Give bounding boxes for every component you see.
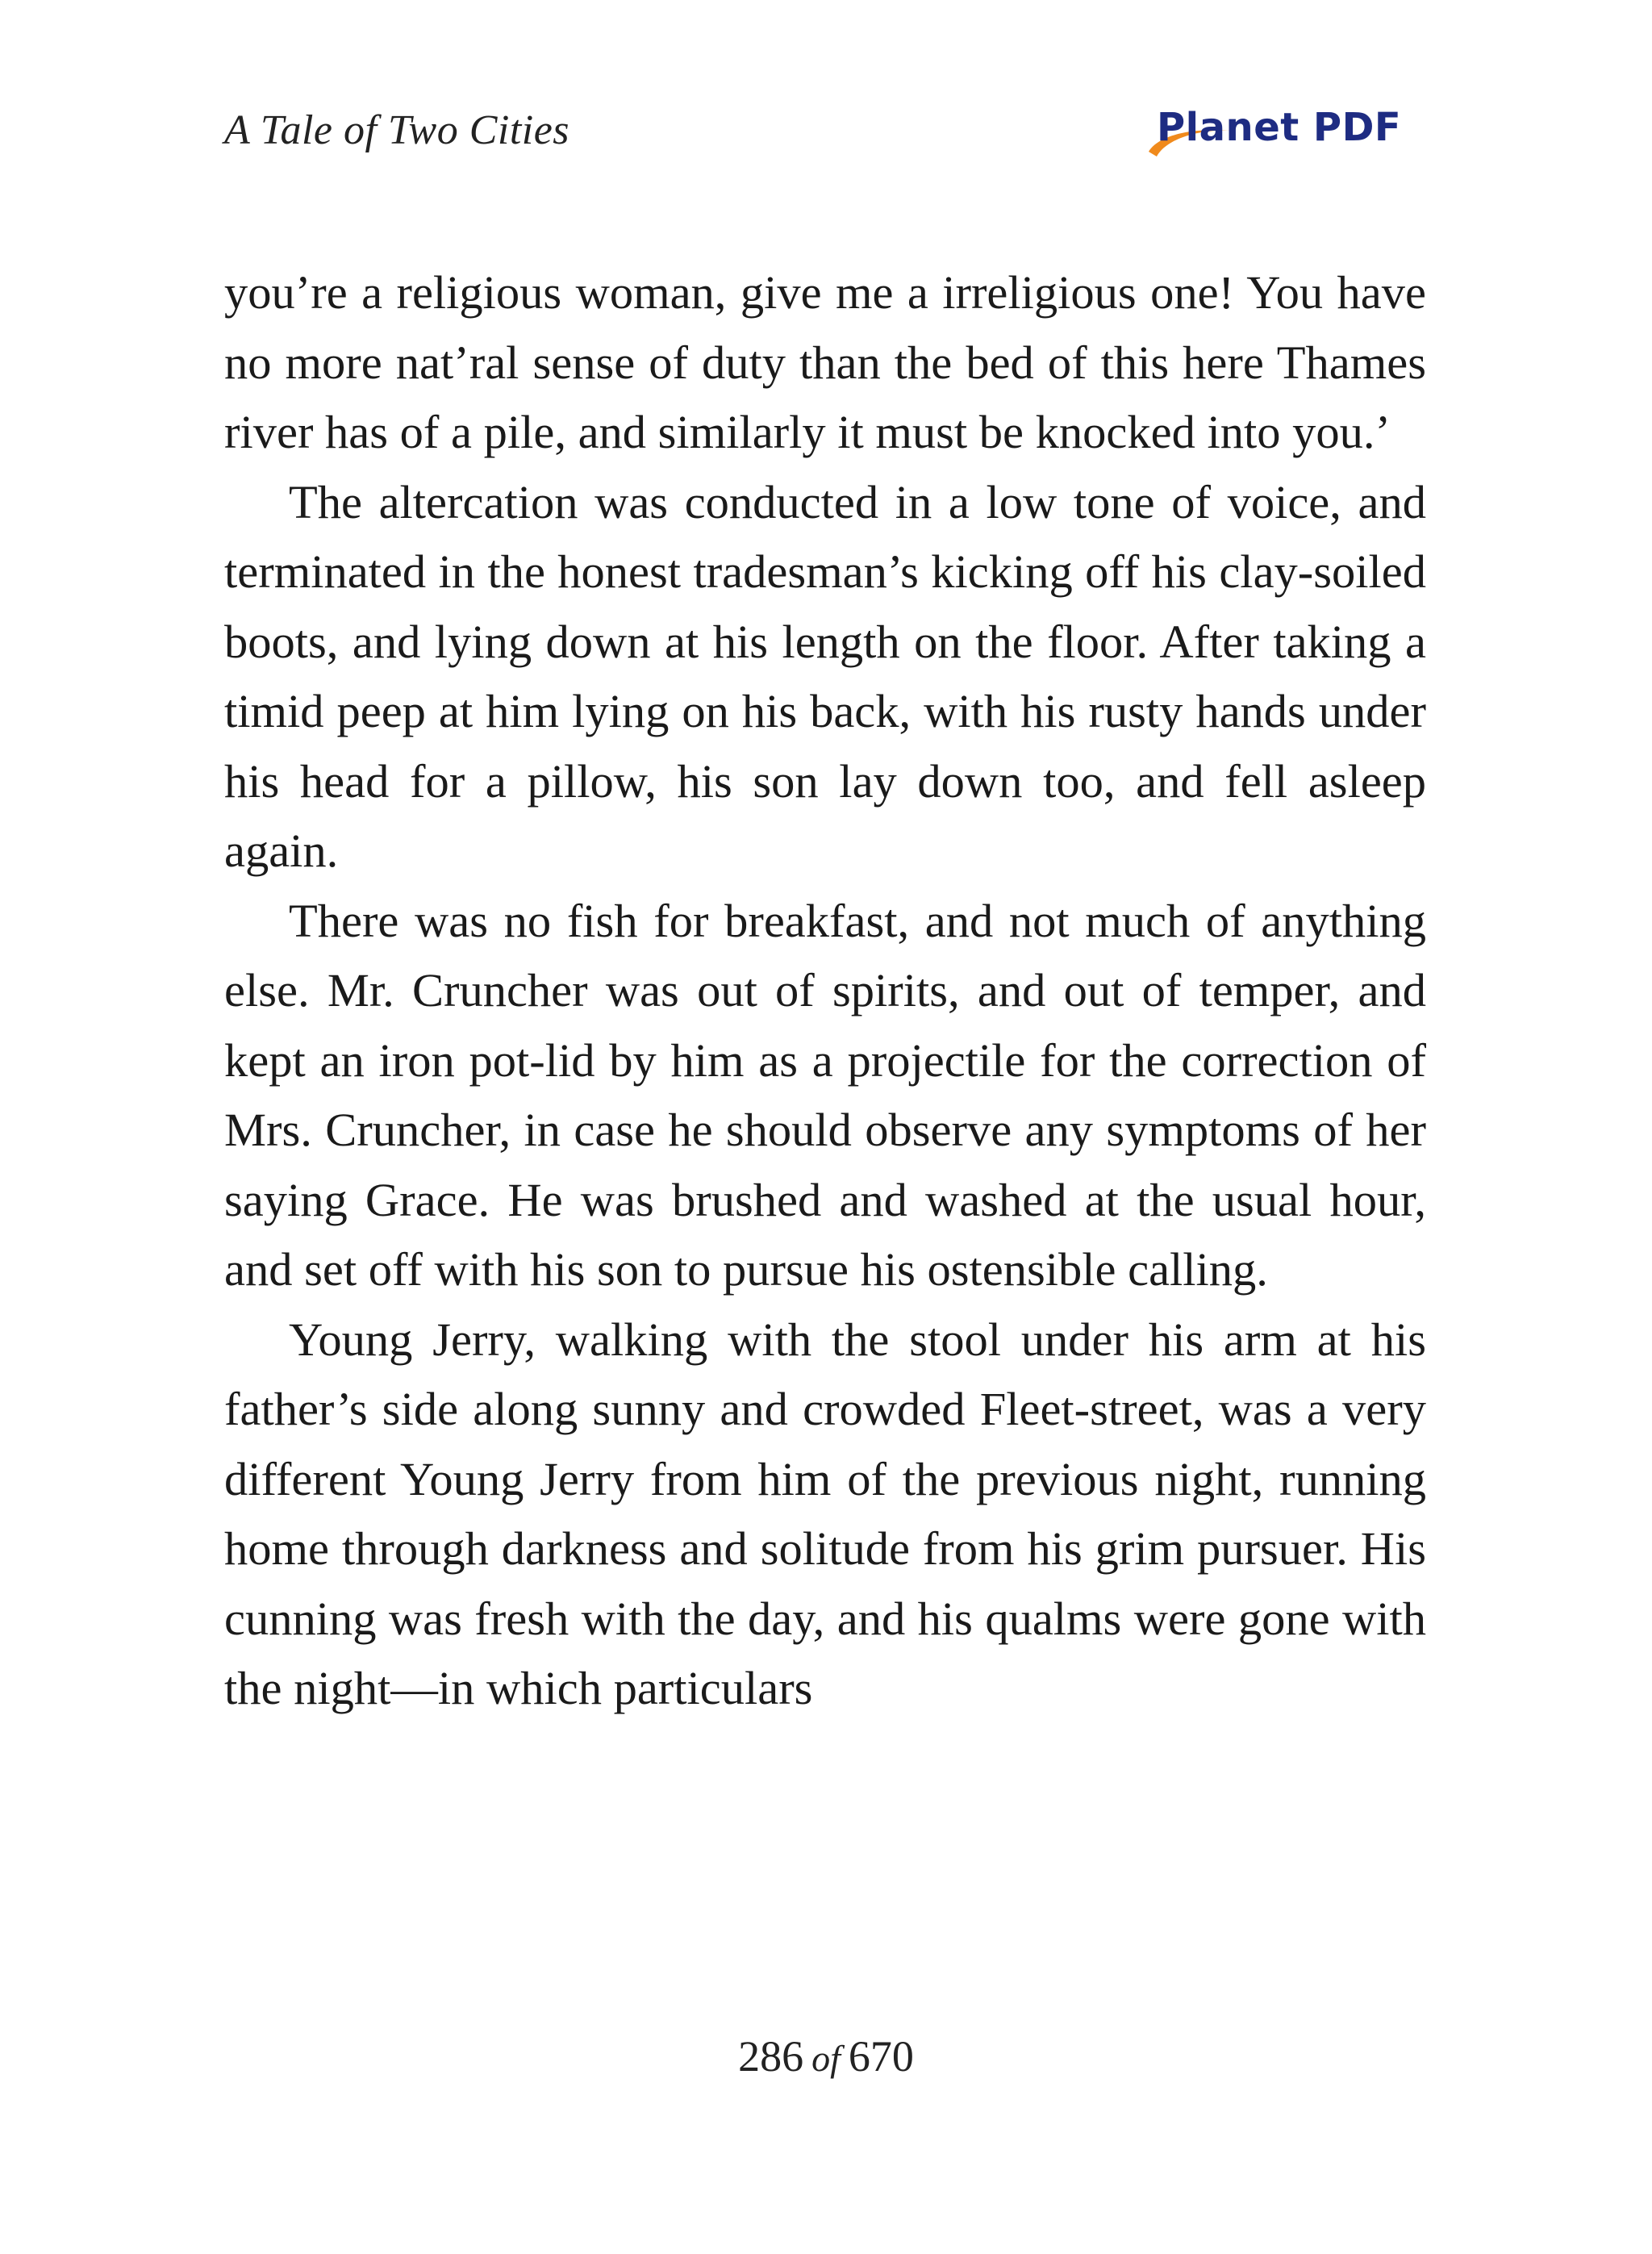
brand-name: Planet PDF [1157,105,1402,150]
page-of-label: of [811,2038,841,2079]
page-number [0,2031,1652,2081]
page-header [224,103,1426,168]
paragraph: Young Jerry, walking with the stool under his arm at his father’s side along sunny and crowded Fleet-street, was a very different Young Jerry from him of the previous night, running home through darkness and solitude from his grim pursuer. His cunning was fresh with the day, and his qualms were gone with the night—in which particulars [224,1313,1426,1714]
book-title: A Tale of Two Cities [224,107,570,153]
planet-pdf-logo [1142,103,1402,166]
paragraph: There was no fish for breakfast, and not much of anything else. Mr. Cruncher was out of spirits, and out of temper, and kept an iron pot-lid by him as a projectile for the correction of Mrs. Cruncher, in case he should observe any symptoms of her saying Grace. He was brushed and washed at the usual hour, and set off with his son to pursue his ostensible calling. [224,894,1426,1296]
page-body [224,258,1426,1724]
page-current: 286 [738,2032,804,2081]
page-total: 670 [848,2032,914,2081]
paragraph: The altercation was conducted in a low tone of voice, and terminated in the honest tradesman’s kicking off his clay-soiled boots, and lying down at his length on the floor. After taking a timid peep at him lying on his back, with his rusty hands under his head for a pillow, his son lay down too, and fell asleep again. [224,475,1426,877]
paragraph-continued: you’re a religious woman, give me a irreligious one! You have no more nat’ral sense of duty than the bed of this here Thames river has of a pile, and similarly it must be knocked into you.’ [224,266,1426,458]
